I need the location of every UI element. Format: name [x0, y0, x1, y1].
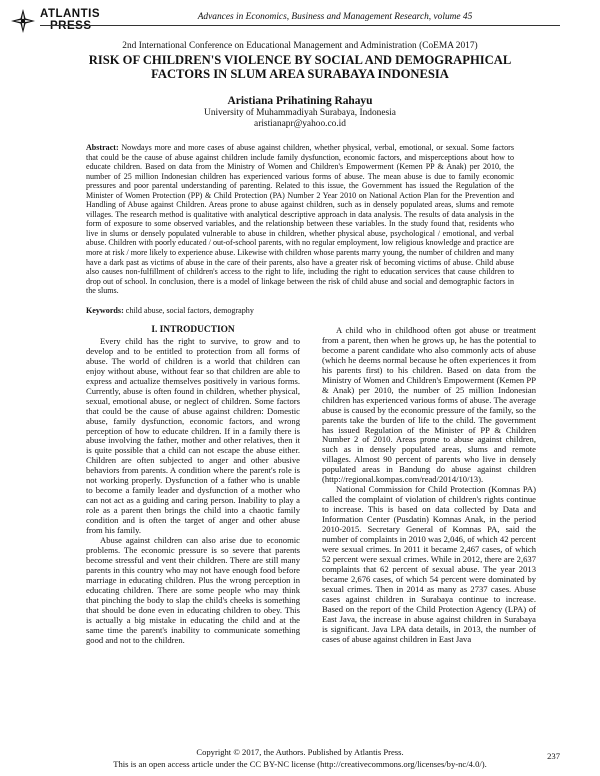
keywords-label: Keywords: [86, 306, 124, 315]
title-line-1: RISK OF CHILDREN'S VIOLENCE BY SOCIAL AND DEMOGRAPHICAL [88, 53, 512, 67]
conference-name: 2nd International Conference on Educational Management and Administration (CoEMA 2017) [122, 41, 478, 51]
left-column [86, 326, 300, 646]
logo-line-1: ATLANTIS [40, 8, 101, 20]
paragraph: Every child has the right to survive, to grow and to develop and to be entitled to protection from all forms of abuse. The world of children is a world that children can enjoy without abuse, without fear so that children are able to express and actualize themselves positively in various forms. Currently, abuse is often found in children, whether physical, sexual, emotional abuse, or neglect of children. Some factors that could be the cause of abuse against children: Domestic abuse, family dysfunction, economic factors, and wrong perception of how to educate children. If in a family there is abuse involving the father, mother and other relatives, then it is quite possible that a child can not escape the abuse either. Children are often subjected to anger and other abusive behaviors from parents. A condition where the parent's role is not working properly. Dysfunction of a father who is unable to become a family leader and dysfunction of a mother who can not act as a guiding and caring person. Inability to play a role as a parent then brings the child into a chaotic family condition and is often the target of anger and other abuse from his family. [86, 335, 300, 536]
copyright-notice: Copyright © 2017, the Authors. Published by Atlantis Press. [196, 747, 404, 757]
title-line-2: FACTORS IN SLUM AREA SURABAYA INDONESIA [151, 67, 449, 81]
paragraph: National Commission for Child Protection (Komnas PA) called the complaint of violation of children's rights continue to increase. This is based on data collected by Data and Information Center (Pusdatin) Komnas Anak, in the period 2010-2015. Secretary General of Komnas PA, said the number of complaints in 2010 was 2,046, of which 42 percent were sexual crimes. In 2011 it became 2,467 cases, of which 52 percent were sexual crimes. While in 2012, there are 2,637 complaints that 62 percent of sexual abuse. The year 2013 became 2,676 cases, of which 54 percent were dominated by sexual crimes. Then in 2014 as many as 2737 cases. Abuse cases against children in Surabaya continue to increase. Based on the report of the Child Protection Agency (LPA) of East Java, the increase in abuse against children in Surabaya is significant. Java LPA data details, in 2013, the number of cases of abuse against children in East Java [322, 484, 536, 644]
keywords [86, 306, 514, 315]
right-column [322, 326, 536, 645]
keywords-text: child abuse, social factors, demography [125, 306, 254, 315]
author-email[interactable]: aristianapr@yahoo.co.id [254, 119, 346, 129]
paragraph: A child who in childhood often got abuse or treatment from a parent, then when he grows up, he has the potential to become a parent candidate who also commonly acts of abuse (which he deems normal because he often experiences it from his parents first) to his children. Based on data from the Ministry of Women and Children's Empowerment (Kemen PP & Anak) per 2010, the number of 25 million Indonesian children has experienced various forms of abuse. The average abuse is caused by the economic pressure of the family, so the parents take the burden of life to the child. The government has issued Regulation of the Minister of PP & Children Number 2 of 2010. Areas prone to abuse against children, such as in densely populated areas, slums and remote villages. Almost 90 percent of parents who live in densely populated areas in Bandung do abuse against children (http://regional.kompas.com/read/2014/10/13). [322, 325, 536, 485]
abstract [86, 143, 514, 296]
atlantis-star-icon [10, 8, 36, 34]
header-rule [40, 25, 560, 26]
author-name: Aristiana Prihatining Rahayu [227, 95, 373, 107]
abstract-text: Nowdays more and more cases of abuse against children, whether physical, verbal, emotional, or sexual. Some factors that could be the cause of abuse against children include family dysfunction, economic factors, and misperceptions about how to educate children. Based on data from the Ministry of Women and Children's Empowerment (Kemen PP & Anak) per 2010, the number of 25 million Indonesian children has experienced various forms of abuse. The mean abuse is due to family economic pressures and poor parental understanding of parenting. Related to this issue, the Government has issued the Regulation of the Minister of Women Protection (PP) & Child Protection (PA) Number 2 Year 2010 on National Action Plan for the Prevention and Handling of Abuse against Children. Areas prone to abuse against children, such as in densely populated areas, slums and remote villages. The research method is qualitative with analytical descriptive approach in data analysis. The results of data analysis in the form of exposure to some observed variables, and the relationship between these variables. In the study found that, residents who live in slums or densely populated vulnerable to abuse in children, whether physical abuse, psychological / emotional, and verbal abuse. Children with poorly educated / out-of-school parents, with no regular employment, low religious knowledge and practice are more at risk / more likely to experience abuse. Likewise with children whose parents marry young, the number of children and many have a dark past as victims of abuse in the care of their parents, also have a greater risk of becoming victims of abuse. Child abuse also causes non-fulfillment of children's access to the right to life, including the right to education services that cause children to drop out of school. In conclusion, there is a model of linkage between the risk of child abuse and social and demographic factors in the slums. [86, 143, 514, 296]
page-number: 237 [547, 751, 560, 761]
author-affiliation: University of Muhammadiyah Surabaya, Indonesia [204, 108, 396, 118]
license-notice[interactable]: This is an open access article under the CC BY-NC license (http://creativecommons.org/licenses/by-nc/4.0/). [113, 759, 487, 769]
logo-line-2: PRESS [50, 20, 92, 32]
paragraph: Abuse against children can also arise due to economic problems. The economic pressure is so severe that parents become stressful and vent their children. There are still many parents in this country who may not have enough food before marriage in educating children. Plus the wrong perception in educating children. There are some people who may think that pinching the body to slap the child's cheeks is something that should be done even in educating children to obey. This is actually a big mistake in educating the child and at the same time the parent's inability to communicate something good and not to the children. [86, 535, 300, 645]
section-heading-introduction: I. INTRODUCTION [151, 325, 235, 335]
paper-title [60, 53, 540, 81]
journal-name: Advances in Economics, Business and Management Research, volume 45 [197, 12, 473, 22]
abstract-label: Abstract: [86, 143, 119, 152]
publisher-logo [10, 8, 100, 34]
